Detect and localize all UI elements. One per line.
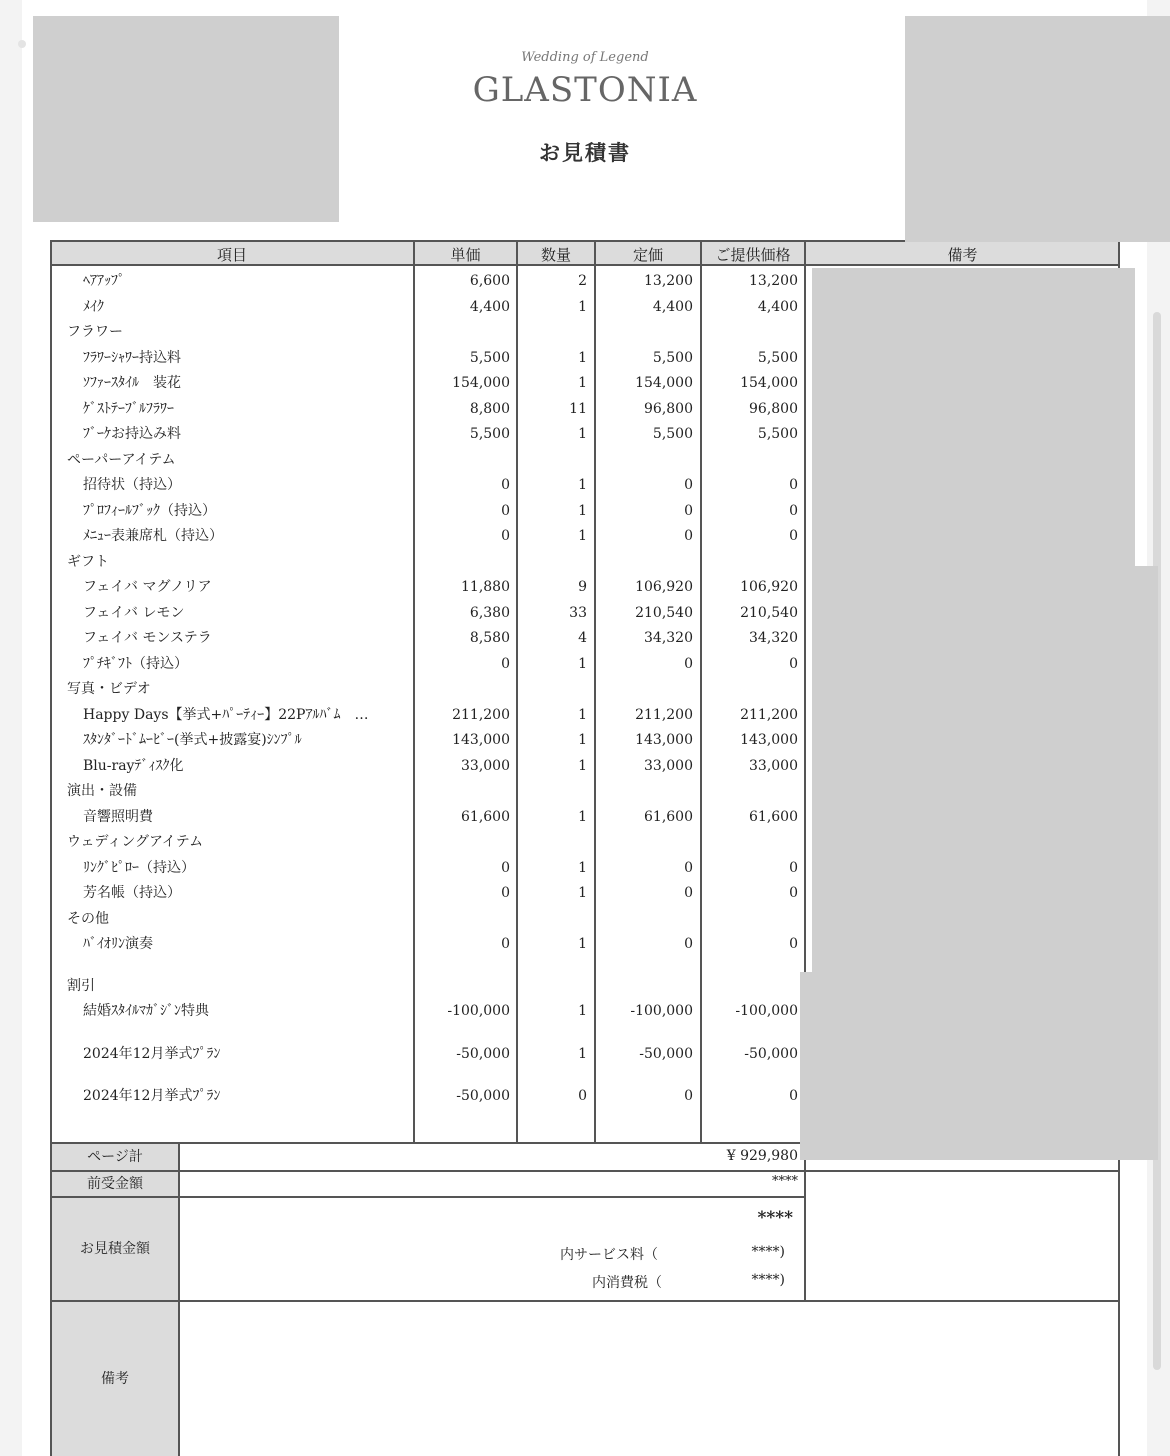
item-name: ﾒﾆｭｰ表兼席札（持込）: [83, 528, 223, 544]
quantity: 1: [578, 1003, 587, 1019]
offer-price: 0: [789, 885, 798, 901]
offer-price: 5,500: [757, 426, 798, 442]
redacted-block: [812, 268, 1135, 568]
quantity: 11: [569, 400, 587, 417]
quantity: 1: [578, 655, 587, 672]
item-name: ﾌﾞｰｹお持込み料: [83, 426, 181, 442]
offer-price: 34,320: [749, 630, 798, 646]
quantity: 1: [578, 885, 587, 901]
unit-price: 5,500: [469, 349, 510, 366]
redacted-block: [33, 16, 339, 222]
offer-price: 0: [789, 859, 798, 876]
list-price: 0: [684, 936, 693, 952]
brand-logo: GLASTONIA: [472, 70, 698, 110]
unit-price: 6,380: [469, 604, 510, 621]
item-name: フェイバ マグノリア: [83, 579, 212, 595]
list-price: 0: [684, 885, 693, 901]
unit-price: 5,500: [469, 426, 510, 442]
offer-price: 96,800: [749, 400, 798, 417]
offer-price: 33,000: [749, 757, 798, 774]
item-name: ｿﾌｧｰｽﾀｲﾙ 装花: [83, 375, 181, 391]
unit-price: 211,200: [452, 706, 510, 723]
header-unit-price: 単価: [450, 246, 481, 264]
item-name: ペーパーアイテム: [67, 451, 176, 468]
quantity: 33: [569, 604, 587, 621]
unit-price: 11,880: [461, 579, 510, 595]
quantity: 1: [578, 1046, 587, 1062]
offer-price: 154,000: [740, 375, 798, 391]
offer-price: 106,920: [740, 579, 798, 595]
offer-price: 0: [789, 528, 798, 544]
unit-price: 61,600: [461, 808, 510, 825]
item-name: 招待状（持込）: [83, 477, 181, 493]
unit-price: 0: [501, 936, 510, 952]
advance-label: 前受金額: [52, 1172, 178, 1196]
unit-price: 33,000: [461, 757, 510, 774]
list-price: 0: [684, 528, 693, 544]
page-total-value: ¥ 929,980: [726, 1148, 798, 1164]
unit-price: -50,000: [456, 1088, 510, 1104]
item-name: 2024年12月挙式ﾌﾟﾗﾝ: [83, 1088, 221, 1104]
unit-price: 8,580: [469, 630, 510, 646]
unit-price: 154,000: [452, 375, 510, 391]
quantity: 1: [578, 732, 587, 748]
header-remarks: 備考: [947, 246, 978, 264]
list-price: 4,400: [652, 298, 693, 315]
page-indicator-dot: [18, 40, 26, 48]
brand-tagline: Wedding of Legend: [521, 50, 649, 65]
unit-price: 0: [501, 528, 510, 544]
list-price: 154,000: [635, 375, 693, 391]
header-quantity: 数量: [540, 246, 571, 264]
header-list-price: 定価: [632, 246, 663, 264]
list-price: 210,540: [635, 604, 693, 621]
offer-price: -50,000: [744, 1046, 798, 1062]
list-price: 34,320: [644, 630, 693, 646]
unit-price: 8,800: [469, 400, 510, 417]
offer-price: 4,400: [757, 298, 798, 315]
item-name: フェイバ レモン: [83, 604, 185, 621]
offer-price: 13,200: [749, 273, 798, 289]
offer-price: 143,000: [740, 732, 798, 748]
item-name: 音響照明費: [83, 808, 153, 825]
item-name: 割引: [67, 978, 95, 994]
unit-price: 0: [501, 655, 510, 672]
item-name: ﾌﾗﾜｰｼｬﾜｰ持込料: [83, 349, 181, 366]
list-price: 211,200: [635, 706, 693, 723]
redacted-block: [812, 566, 1158, 972]
quantity: 9: [578, 579, 587, 595]
list-price: 13,200: [644, 273, 693, 289]
item-name: ﾘﾝｸﾞﾋﾟﾛｰ（持込）: [83, 859, 195, 876]
remarks-label: 備考: [52, 1302, 178, 1456]
unit-price: 6,600: [469, 273, 510, 289]
item-name: ﾌﾟﾛﾌｨｰﾙﾌﾞｯｸ（持込）: [83, 502, 216, 519]
quantity: 1: [578, 375, 587, 391]
redacted-block: [800, 972, 1158, 1160]
item-name: 演出・設備: [67, 783, 137, 799]
redacted-block: [905, 16, 1170, 242]
quantity: 1: [578, 757, 587, 774]
quantity: 1: [578, 859, 587, 876]
item-name: ﾍｱｱｯﾌﾟ: [83, 273, 125, 289]
item-name: ｹﾞｽﾄﾃｰﾌﾞﾙﾌﾗﾜｰ: [83, 400, 174, 417]
list-price: 143,000: [635, 732, 693, 748]
quantity: 1: [578, 706, 587, 723]
unit-price: 0: [501, 502, 510, 519]
list-price: 106,920: [635, 579, 693, 595]
offer-price: 0: [789, 655, 798, 672]
list-price: 61,600: [644, 808, 693, 825]
item-name: ﾊﾞｲｵﾘﾝ演奏: [83, 936, 153, 952]
tax-value: ****): [751, 1272, 785, 1288]
list-price: 0: [684, 477, 693, 493]
row-divider: [50, 1300, 1120, 1302]
quantity: 1: [578, 936, 587, 952]
list-price: 96,800: [644, 400, 693, 417]
item-name: ﾌﾟﾁｷﾞﾌﾄ（持込）: [83, 655, 188, 672]
item-name: その他: [67, 910, 109, 927]
quantity: 2: [578, 273, 587, 289]
quantity: 1: [578, 477, 587, 493]
quantity: 0: [578, 1088, 587, 1104]
service-fee-value: ****): [751, 1244, 785, 1260]
offer-price: 0: [789, 502, 798, 519]
offer-price: 211,200: [740, 706, 798, 723]
item-name: フェイバ モンステラ: [83, 630, 212, 646]
item-name: 2024年12月挙式ﾌﾟﾗﾝ: [83, 1046, 221, 1062]
list-price: 5,500: [652, 349, 693, 366]
list-price: 33,000: [644, 757, 693, 774]
item-name: 写真・ビデオ: [67, 681, 151, 697]
header-item: 項目: [216, 246, 247, 264]
service-fee-label: 内サービス料（: [560, 1247, 658, 1263]
list-price: -50,000: [639, 1046, 693, 1062]
unit-price: 4,400: [469, 298, 510, 315]
list-price: 0: [684, 502, 693, 519]
list-price: 0: [684, 1088, 693, 1104]
item-name: ギフト: [67, 553, 109, 570]
quantity: 1: [578, 298, 587, 315]
item-name: Blu-rayﾃﾞｨｽｸ化: [83, 757, 184, 774]
offer-price: -100,000: [735, 1003, 798, 1019]
quantity: 1: [578, 349, 587, 366]
item-name: ｽﾀﾝﾀﾞｰﾄﾞﾑｰﾋﾞｰ(挙式+披露宴)ｼﾝﾌﾟﾙ: [83, 732, 302, 748]
item-name: ウェディングアイテム: [67, 834, 204, 850]
item-name: 結婚ｽﾀｲﾙﾏｶﾞｼﾞﾝ特典: [83, 1003, 209, 1019]
advance-value: ****: [772, 1174, 798, 1189]
quantity: 4: [578, 630, 587, 646]
quantity: 1: [578, 808, 587, 825]
unit-price: 143,000: [452, 732, 510, 748]
offer-price: 5,500: [757, 349, 798, 366]
item-name: ﾒｲｸ: [83, 298, 104, 315]
offer-price: 61,600: [749, 808, 798, 825]
unit-price: 0: [501, 477, 510, 493]
item-name: 芳名帳（持込）: [83, 885, 181, 901]
list-price: 0: [684, 655, 693, 672]
offer-price: 0: [789, 477, 798, 493]
offer-price: 0: [789, 936, 798, 952]
offer-price: 0: [789, 1088, 798, 1104]
unit-price: -100,000: [447, 1003, 510, 1019]
estimate-value: ****: [757, 1208, 793, 1228]
quantity: 1: [578, 426, 587, 442]
unit-price: 0: [501, 859, 510, 876]
quantity: 1: [578, 502, 587, 519]
list-price: 5,500: [652, 426, 693, 442]
estimate-label: お見積金額: [52, 1198, 178, 1300]
unit-price: -50,000: [456, 1046, 510, 1062]
header-offer-price: ご提供価格: [715, 246, 791, 264]
page-title: お見積書: [539, 140, 631, 165]
item-name: フラワー: [67, 324, 123, 340]
page-total-label: ページ計: [52, 1144, 178, 1170]
list-price: 0: [684, 859, 693, 876]
quantity: 1: [578, 528, 587, 544]
offer-price: 210,540: [740, 604, 798, 621]
list-price: -100,000: [630, 1003, 693, 1019]
row-divider: [50, 1170, 1120, 1172]
item-name: Happy Days【挙式+ﾊﾟｰﾃｨｰ】22Pｱﾙﾊﾞﾑ …: [83, 706, 369, 723]
unit-price: 0: [501, 885, 510, 901]
tax-label: 内消費税（: [592, 1275, 662, 1291]
